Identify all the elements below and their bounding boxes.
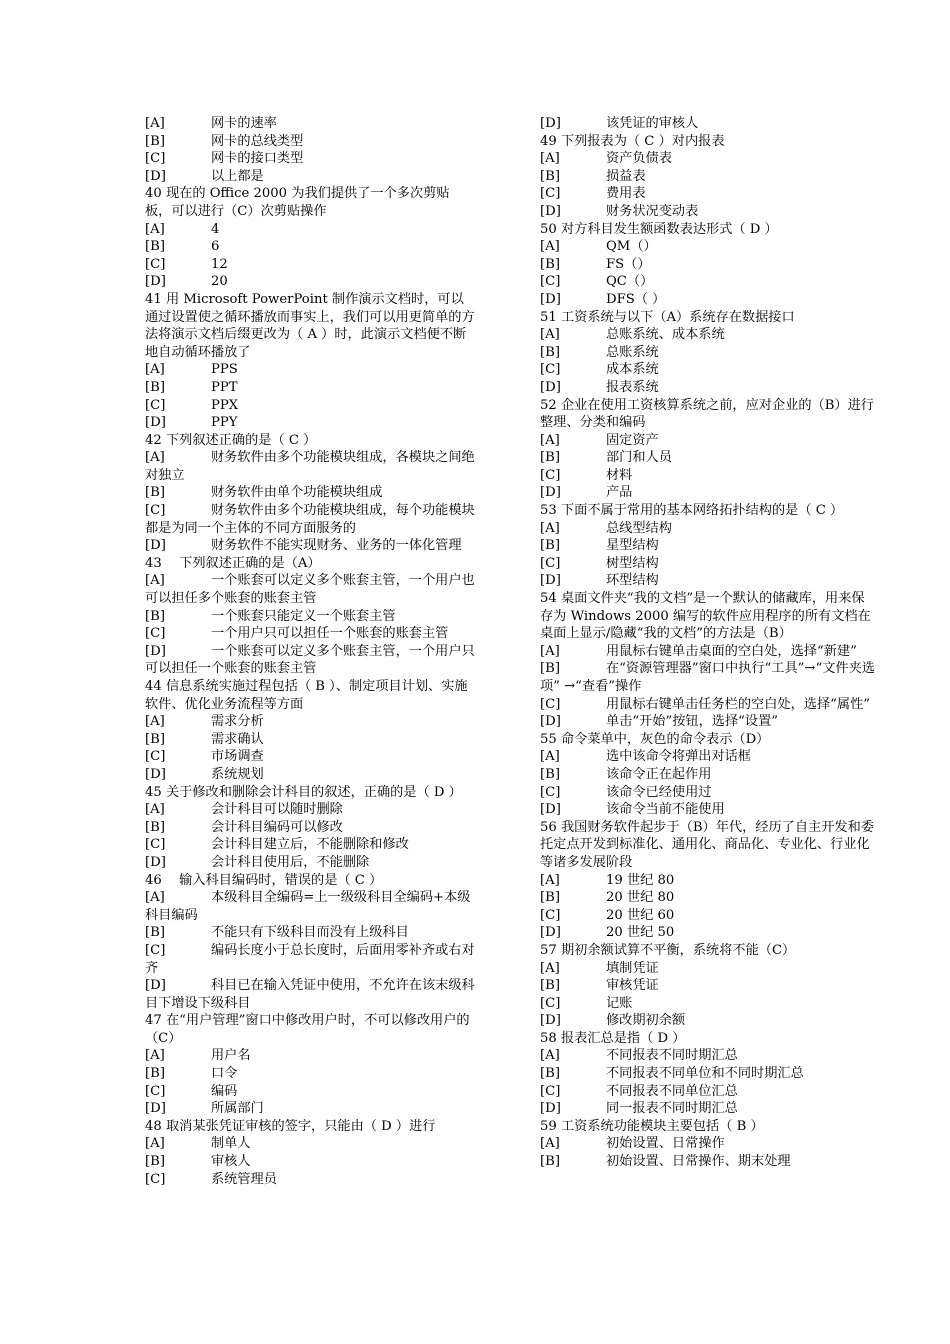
- answer-option: [540, 801, 875, 819]
- question-text: 53 下面不属于常用的基本网络拓扑结构的是（ C ）: [540, 503, 844, 519]
- answer-option: [145, 221, 475, 239]
- answer-option: [145, 1171, 475, 1189]
- option-text: 费用表: [606, 186, 646, 202]
- answer-option: [540, 203, 875, 221]
- option-text: 制单人: [211, 1136, 251, 1152]
- option-label: [C]: [145, 626, 166, 642]
- option-label: [B]: [540, 661, 560, 677]
- option-label: [C]: [540, 1083, 561, 1099]
- right-column: [540, 115, 875, 1171]
- option-text: 会计科目建立后，不能删除和修改: [211, 837, 409, 853]
- answer-option: [145, 643, 475, 678]
- option-text: 选中该命令将弹出对话框: [606, 749, 752, 765]
- question-text: 46 输入科目编码时，错误的是（ C ）: [145, 872, 383, 888]
- option-text: 树型结构: [606, 555, 659, 571]
- option-text: 产品: [606, 485, 633, 501]
- option-label: [C]: [145, 503, 166, 519]
- option-text: 系统管理员: [211, 1171, 277, 1187]
- answer-option: [540, 484, 875, 502]
- answer-option: [145, 801, 475, 819]
- option-text: 以上都是: [211, 168, 264, 184]
- option-label: [C]: [540, 186, 561, 202]
- answer-option: [540, 555, 875, 573]
- option-label: [D]: [145, 168, 166, 184]
- option-label: [D]: [145, 978, 166, 994]
- option-label: [A]: [145, 450, 165, 466]
- answer-option: [540, 960, 875, 978]
- answer-option: [145, 1100, 475, 1118]
- option-text: 审核人: [211, 1154, 251, 1170]
- answer-option: [540, 696, 875, 714]
- answer-option: [145, 889, 475, 924]
- option-text: 该命令当前不能使用: [606, 802, 725, 818]
- option-label: [D]: [540, 116, 561, 131]
- option-text: 报表系统: [606, 379, 659, 395]
- option-label: [D]: [540, 485, 561, 501]
- option-text: 本级科目全编码=上一级级科目全编码+本级科目编码: [145, 890, 471, 923]
- option-label: [D]: [145, 854, 166, 870]
- answer-option: [540, 977, 875, 995]
- answer-option: [540, 238, 875, 256]
- left-column: [145, 115, 475, 1188]
- option-label: [A]: [145, 221, 165, 237]
- option-text: 损益表: [606, 168, 646, 184]
- option-label: [D]: [540, 925, 561, 941]
- answer-option: [145, 537, 475, 555]
- option-text: FS（）: [606, 256, 651, 272]
- answer-option: [540, 344, 875, 362]
- option-text: PPX: [211, 397, 239, 413]
- option-label: [D]: [145, 415, 166, 431]
- answer-option: [540, 889, 875, 907]
- option-label: [B]: [145, 925, 165, 941]
- question-text: 52 企业在使用工资核算系统之前，应对企业的（B）进行整理、分类和编码: [540, 397, 874, 431]
- answer-option: [540, 748, 875, 766]
- answer-option: [540, 907, 875, 925]
- option-text: 会计科目可以随时删除: [211, 802, 343, 818]
- option-text: PPS: [211, 362, 238, 378]
- option-text: 20: [211, 274, 228, 290]
- option-text: QC（）: [606, 274, 654, 290]
- answer-option: [145, 1135, 475, 1153]
- option-text: 填制凭证: [606, 960, 659, 976]
- option-label: [A]: [145, 573, 165, 589]
- answer-option: [145, 572, 475, 607]
- option-label: [C]: [540, 362, 561, 378]
- option-text: 科目已在输入凭证中使用，不允许在该末级科目下增设下级科目: [145, 978, 475, 1011]
- option-text: 19 世纪 80: [606, 872, 675, 888]
- option-label: [D]: [540, 291, 561, 307]
- question-text: 49 下列报表为（ C ）对内报表: [540, 133, 725, 149]
- answer-option: [145, 273, 475, 291]
- option-text: 单击“开始”按钮，选择“设置”: [606, 714, 779, 730]
- option-text: 初始设置、日常操作: [606, 1136, 725, 1152]
- answer-option: [540, 326, 875, 344]
- option-text: 总账系统、成本系统: [606, 327, 725, 343]
- answer-option: [540, 713, 875, 731]
- answer-option: [540, 150, 875, 168]
- option-text: 6: [211, 239, 220, 255]
- answer-option: [540, 185, 875, 203]
- answer-option: [540, 361, 875, 379]
- answer-option: [145, 1047, 475, 1065]
- answer-option: [145, 836, 475, 854]
- option-label: [A]: [540, 872, 560, 888]
- option-text: 该命令正在起作用: [606, 766, 712, 782]
- option-text: 总账系统: [606, 344, 659, 360]
- option-label: [A]: [540, 151, 560, 167]
- option-label: [B]: [540, 538, 560, 554]
- option-label: [B]: [145, 239, 165, 255]
- option-text: 审核凭证: [606, 978, 659, 994]
- option-text: 用鼠标右键单击任务栏的空白处，选择“属性”: [606, 696, 871, 712]
- answer-option: [540, 467, 875, 485]
- answer-option: [145, 115, 475, 133]
- answer-option: [145, 414, 475, 432]
- option-label: [A]: [145, 1136, 165, 1152]
- option-label: [A]: [145, 362, 165, 378]
- answer-option: [540, 520, 875, 538]
- answer-option: [540, 1135, 875, 1153]
- answer-option: [540, 537, 875, 555]
- option-label: [B]: [145, 1066, 165, 1082]
- option-label: [A]: [145, 1048, 165, 1064]
- option-label: [B]: [540, 766, 560, 782]
- option-text: 星型结构: [606, 538, 659, 554]
- option-label: [C]: [145, 151, 166, 167]
- answer-option: [145, 608, 475, 626]
- answer-option: [540, 766, 875, 784]
- option-text: 不同报表不同时期汇总: [606, 1048, 738, 1064]
- question-text: 58 报表汇总是指（ D ）: [540, 1030, 686, 1046]
- answer-option: [540, 291, 875, 309]
- option-text: 不能只有下级科目而没有上级科目: [211, 925, 409, 941]
- option-label: [A]: [145, 890, 165, 906]
- question-text: 41 用 Microsoft PowerPoint 制作演示文档时，可以通过设置使之循环播放而事实上，我们可以用更简单的方法将演示文档后缀更改为（ A ）时，此演示文档便不断地自动循环播放了: [145, 291, 475, 360]
- option-text: 编码长度小于总长度时，后面用零补齐或右对齐: [145, 942, 475, 976]
- answer-option: [145, 766, 475, 784]
- option-text: 一个账套只能定义一个账套主管: [211, 608, 396, 624]
- answer-option: [145, 942, 475, 977]
- option-text: 网卡的接口类型: [211, 151, 304, 167]
- option-text: 财务软件由多个功能模块组成，每个功能模块都是为同一个主体的不同方面服务的: [145, 503, 475, 536]
- option-text: 会计科目编码可以修改: [211, 819, 343, 835]
- option-text: 不同报表不同单位汇总: [606, 1083, 738, 1099]
- answer-option: [145, 502, 475, 537]
- option-label: [C]: [145, 256, 166, 272]
- answer-option: [540, 1083, 875, 1101]
- answer-option: [145, 238, 475, 256]
- option-text: 会计科目使用后，不能删除: [211, 854, 370, 870]
- option-text: 口令: [211, 1066, 238, 1082]
- answer-option: [540, 273, 875, 291]
- option-text: 修改期初余额: [606, 1013, 686, 1029]
- answer-option: [145, 854, 475, 872]
- option-text: 财务软件不能实现财务、业务的一体化管理: [211, 538, 462, 554]
- answer-option: [540, 432, 875, 450]
- option-text: 网卡的总线类型: [211, 133, 304, 149]
- option-label: [A]: [540, 749, 560, 765]
- answer-option: [540, 379, 875, 397]
- answer-option: [540, 784, 875, 802]
- option-label: [A]: [540, 960, 560, 976]
- question-text: 40 现在的 Office 2000 为我们提供了一个多次剪贴板，可以进行（C）次剪贴操作: [145, 186, 450, 219]
- option-label: [C]: [145, 1083, 166, 1099]
- question-text: 55 命令菜单中，灰色的命令表示（D）: [540, 731, 770, 747]
- option-text: 一个账套可以定义多个账套主管，一个用户也可以担任多个账套的账套主管: [145, 573, 475, 607]
- answer-option: [540, 1065, 875, 1083]
- option-label: [A]: [540, 1048, 560, 1064]
- answer-option: [145, 256, 475, 274]
- option-label: [B]: [540, 1154, 560, 1170]
- option-label: [B]: [540, 168, 560, 184]
- option-text: 编码: [211, 1083, 238, 1099]
- option-label: [C]: [145, 1171, 166, 1187]
- option-label: [D]: [145, 538, 166, 554]
- question-text: 48 取消某张凭证审核的签字，只能由（ D ）进行: [145, 1118, 436, 1134]
- answer-option: [540, 643, 875, 661]
- answer-option: [540, 995, 875, 1013]
- answer-option: [540, 660, 875, 695]
- answer-option: [540, 924, 875, 942]
- option-label: [B]: [145, 379, 165, 395]
- answer-option: [145, 1083, 475, 1101]
- option-text: 财务软件由多个功能模块组成，各模块之间绝对独立: [145, 450, 475, 483]
- option-text: 20 世纪 60: [606, 907, 675, 923]
- option-text: DFS（ ）: [606, 291, 666, 307]
- option-label: [D]: [540, 1013, 561, 1029]
- option-label: [C]: [540, 784, 561, 800]
- question-text: 43 下列叙述正确的是（A）: [145, 555, 321, 571]
- answer-option: [540, 1012, 875, 1030]
- option-label: [D]: [540, 714, 561, 730]
- option-label: [D]: [540, 203, 561, 219]
- answer-option: [145, 1153, 475, 1171]
- option-label: [B]: [145, 133, 165, 149]
- option-label: [D]: [145, 274, 166, 290]
- answer-option: [145, 449, 475, 484]
- option-text: PPY: [211, 415, 238, 431]
- option-label: [C]: [145, 749, 166, 765]
- option-label: [C]: [540, 274, 561, 290]
- option-text: 市场调查: [211, 749, 264, 765]
- option-text: 系统规划: [211, 766, 264, 782]
- question-text: 56 我国财务软件起步于（B）年代，经历了自主开发和委托定点开发到标准化、通用化、商品化、专业化、行业化等诸多发展阶段: [540, 819, 874, 870]
- question-text: 45 关于修改和删除会计科目的叙述，正确的是（ D ）: [145, 784, 462, 800]
- answer-option: [145, 1065, 475, 1083]
- option-label: [B]: [145, 485, 165, 501]
- option-label: [A]: [540, 239, 560, 255]
- option-text: QM（）: [606, 239, 657, 255]
- option-label: [D]: [540, 379, 561, 395]
- option-text: 不同报表不同单位和不同时期汇总: [606, 1066, 804, 1082]
- option-label: [D]: [540, 573, 561, 589]
- option-text: 初始设置、日常操作、期末处理: [606, 1154, 791, 1170]
- answer-option: [145, 397, 475, 415]
- question-text: 47 在“用户管理”窗口中修改用户时，不可以修改用户的（C）: [145, 1013, 470, 1046]
- option-label: [B]: [540, 256, 560, 272]
- option-text: 20 世纪 50: [606, 925, 675, 941]
- option-label: [A]: [145, 116, 165, 131]
- answer-option: [540, 872, 875, 890]
- option-text: 财务状况变动表: [606, 203, 699, 219]
- option-text: 资产负债表: [606, 151, 672, 167]
- option-text: 财务软件由单个功能模块组成: [211, 485, 383, 501]
- question-text: 57 期初余额试算不平衡，系统将不能（C）: [540, 942, 796, 958]
- option-label: [A]: [540, 432, 560, 448]
- answer-option: [145, 168, 475, 186]
- answer-option: [145, 133, 475, 151]
- option-text: 该凭证的审核人: [606, 116, 699, 131]
- option-label: [D]: [145, 766, 166, 782]
- answer-option: [145, 748, 475, 766]
- option-text: 一个账套可以定义多个账套主管，一个用户只可以担任一个账套的账套主管: [145, 643, 475, 677]
- option-label: [B]: [540, 450, 560, 466]
- question-text: 44 信息系统实施过程包括（ B ）、制定项目计划、实施软件、优化业务流程等方面: [145, 679, 468, 712]
- option-label: [C]: [145, 837, 166, 853]
- option-label: [C]: [540, 467, 561, 483]
- answer-option: [540, 115, 875, 133]
- option-label: [C]: [145, 942, 166, 958]
- option-text: 同一报表不同时期汇总: [606, 1101, 738, 1117]
- option-label: [B]: [145, 608, 165, 624]
- option-text: 需求确认: [211, 731, 264, 747]
- option-text: 部门和人员: [606, 450, 672, 466]
- answer-option: [540, 1047, 875, 1065]
- option-label: [B]: [540, 344, 560, 360]
- option-label: [C]: [540, 907, 561, 923]
- option-label: [B]: [540, 890, 560, 906]
- option-text: 固定资产: [606, 432, 659, 448]
- answer-option: [145, 625, 475, 643]
- option-label: [D]: [145, 643, 166, 659]
- option-text: 12: [211, 256, 228, 272]
- option-text: 该命令已经使用过: [606, 784, 712, 800]
- answer-option: [145, 713, 475, 731]
- question-text: 50 对方科目发生额函数表达形式（ D ）: [540, 221, 778, 237]
- answer-option: [145, 379, 475, 397]
- answer-option: [540, 168, 875, 186]
- option-text: 需求分析: [211, 714, 264, 730]
- answer-option: [145, 361, 475, 379]
- answer-option: [145, 731, 475, 749]
- option-label: [D]: [145, 1101, 166, 1117]
- option-label: [C]: [540, 995, 561, 1011]
- answer-option: [145, 484, 475, 502]
- answer-option: [145, 924, 475, 942]
- answer-option: [540, 572, 875, 590]
- option-text: 在“资源管理器”窗口中执行“工具”→“文件夹选项” →“查看”操作: [540, 661, 875, 694]
- option-label: [B]: [145, 731, 165, 747]
- option-label: [A]: [540, 327, 560, 343]
- option-text: PPT: [211, 379, 238, 395]
- question-text: 42 下列叙述正确的是（ C ）: [145, 432, 317, 448]
- option-label: [A]: [145, 802, 165, 818]
- option-text: 环型结构: [606, 573, 659, 589]
- answer-option: [540, 1100, 875, 1118]
- option-label: [D]: [540, 1101, 561, 1117]
- option-label: [A]: [145, 714, 165, 730]
- option-text: 4: [211, 221, 220, 237]
- option-label: [D]: [540, 802, 561, 818]
- option-label: [A]: [540, 643, 560, 659]
- option-text: 材料: [606, 467, 633, 483]
- option-text: 用户名: [211, 1048, 251, 1064]
- option-label: [A]: [540, 1136, 560, 1152]
- option-label: [C]: [540, 696, 561, 712]
- option-text: 总线型结构: [606, 520, 672, 536]
- option-label: [C]: [145, 397, 166, 413]
- option-text: 所属部门: [211, 1101, 264, 1117]
- question-text: 59 工资系统功能模块主要包括（ B ）: [540, 1118, 764, 1134]
- option-text: 用鼠标右键单击桌面的空白处，选择“新建”: [606, 643, 857, 659]
- option-label: [B]: [540, 1066, 560, 1082]
- answer-option: [540, 449, 875, 467]
- answer-option: [145, 819, 475, 837]
- option-label: [C]: [540, 555, 561, 571]
- answer-option: [145, 150, 475, 168]
- option-text: 成本系统: [606, 362, 659, 378]
- answer-option: [540, 1153, 875, 1171]
- option-label: [B]: [145, 819, 165, 835]
- option-label: [B]: [540, 978, 560, 994]
- question-text: 51 工资系统与以下（A）系统存在数据接口: [540, 309, 795, 325]
- option-text: 记账: [606, 995, 633, 1011]
- option-label: [B]: [145, 1154, 165, 1170]
- option-label: [A]: [540, 520, 560, 536]
- answer-option: [540, 256, 875, 274]
- option-text: 一个用户只可以担任一个账套的账套主管: [211, 626, 449, 642]
- option-text: 20 世纪 80: [606, 890, 675, 906]
- answer-option: [145, 977, 475, 1012]
- question-text: 54 桌面文件夹“我的文档”是一个默认的储藏库，用来保存为 Windows 2000 编写的软件应用程序的所有文档在桌面上显示/隐藏“我的文档”的方法是（B）: [540, 591, 871, 642]
- option-text: 网卡的速率: [211, 116, 277, 131]
